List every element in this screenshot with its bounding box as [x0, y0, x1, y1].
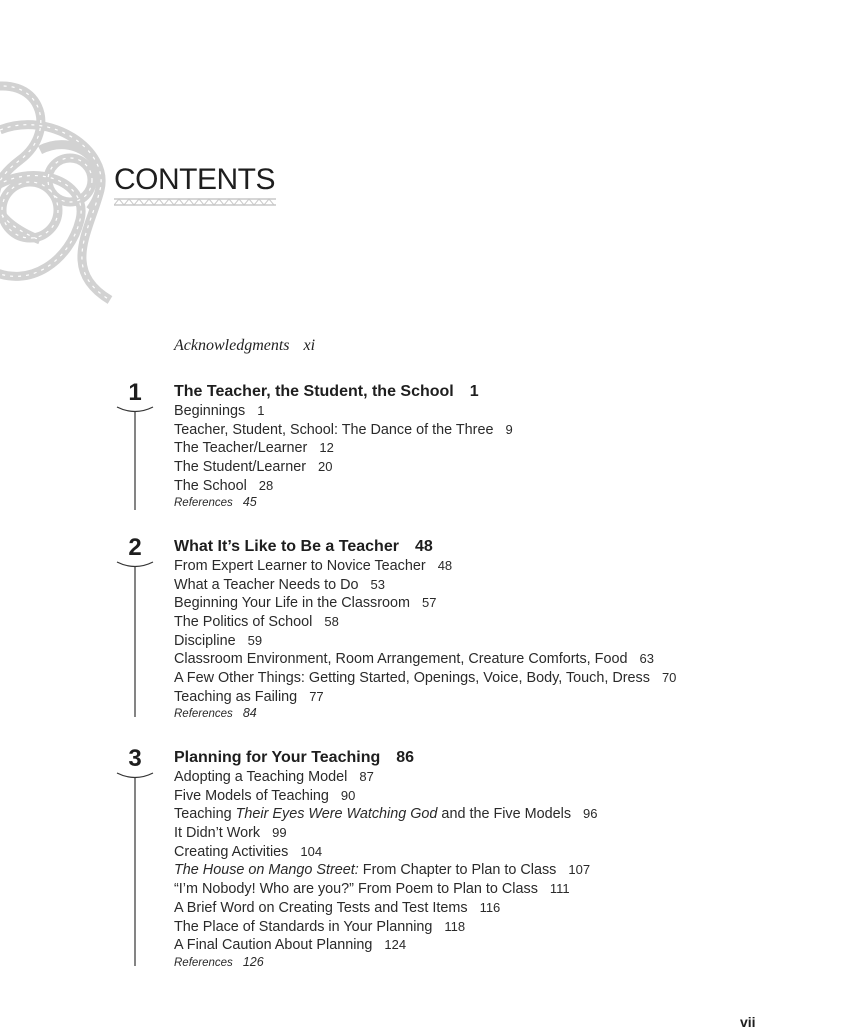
acknowledgments-label: Acknowledgments: [174, 337, 290, 354]
chapter-page: 1: [469, 383, 479, 400]
chapter-title[interactable]: [174, 537, 433, 557]
references-entry[interactable]: [174, 706, 257, 720]
chapter-page: 48: [414, 538, 433, 555]
toc-entry[interactable]: The School 28: [174, 477, 274, 494]
toc-entry[interactable]: A Few Other Things: Getting Started, Openings, Voice, Body, Touch, Dress 70: [174, 670, 677, 687]
acknowledgments-page: xi: [303, 337, 316, 354]
chapter-title-text: The Teacher, the Student, the School: [174, 383, 454, 400]
toc-entry[interactable]: Adopting a Teaching Model 87: [174, 769, 374, 785]
toc-entry[interactable]: Teaching as Failing 77: [174, 688, 324, 705]
toc-entry[interactable]: The Teacher/Learner 12: [174, 440, 334, 457]
chapter-entries: [174, 768, 598, 955]
toc-entry[interactable]: The Place of Standards in Your Planning 118: [174, 918, 466, 935]
references-entry[interactable]: [174, 955, 264, 969]
toc-entry[interactable]: The House on Mango Street: From Chapter to Plan to Class 107: [174, 862, 591, 879]
references-page: 84: [242, 706, 257, 720]
toc-entry[interactable]: A Brief Word on Creating Tests and Test Items 116: [174, 899, 501, 916]
toc-entry[interactable]: Discipline 59: [174, 632, 263, 649]
toc-entry[interactable]: Beginnings 1: [174, 403, 265, 419]
toc-entry[interactable]: It Didn’t Work 99: [174, 825, 287, 842]
references-label: References: [174, 957, 233, 969]
chapter-bracket-line: [115, 557, 155, 719]
decorative-knot-ornament: [0, 70, 130, 310]
acknowledgments-entry[interactable]: [174, 337, 315, 355]
chapter-number: 2: [128, 534, 142, 561]
page-number: vii: [740, 1014, 756, 1030]
chapter-title[interactable]: [174, 382, 479, 402]
references-page: 45: [242, 495, 257, 509]
chapter-title-text: What It’s Like to Be a Teacher: [174, 538, 399, 555]
toc-entry[interactable]: Teaching Their Eyes Were Watching God and the Five Models 96: [174, 806, 598, 823]
references-entry[interactable]: [174, 495, 257, 509]
toc-entry[interactable]: From Expert Learner to Novice Teacher 48: [174, 558, 453, 574]
contents-heading-block: [114, 160, 275, 200]
chapter-number: 3: [128, 745, 142, 772]
chapter-page: 86: [396, 749, 415, 766]
references-label: References: [174, 497, 233, 509]
chapter-bracket-line: [115, 402, 155, 512]
toc-entry[interactable]: Creating Activities 104: [174, 843, 323, 860]
chapter-entries: [174, 402, 513, 495]
toc-entry[interactable]: A Final Caution About Planning 124: [174, 937, 407, 954]
references-page: 126: [242, 955, 264, 969]
heading-decorative-rule: [114, 197, 276, 207]
toc-entry[interactable]: Beginning Your Life in the Classroom 57: [174, 595, 437, 612]
toc-entry[interactable]: The Student/Learner 20: [174, 459, 333, 476]
toc-entry[interactable]: Classroom Environment, Room Arrangement, Creature Comforts, Food 63: [174, 651, 654, 668]
chapter-entries: [174, 557, 676, 707]
chapter-number: 1: [128, 379, 142, 406]
page-title: CONTENTS: [114, 163, 275, 196]
chapter-bracket-line: [115, 768, 155, 968]
toc-entry[interactable]: The Politics of School 58: [174, 614, 339, 631]
chapter-title-text: Planning for Your Teaching: [174, 749, 381, 766]
toc-entry[interactable]: Five Models of Teaching 90: [174, 787, 356, 804]
references-label: References: [174, 708, 233, 720]
toc-entry[interactable]: What a Teacher Needs to Do 53: [174, 576, 385, 593]
toc-entry[interactable]: “I’m Nobody! Who are you?” From Poem to Plan to Class 111: [174, 881, 570, 898]
chapter-title[interactable]: [174, 748, 414, 768]
toc-entry[interactable]: Teacher, Student, School: The Dance of the Three 9: [174, 421, 513, 438]
